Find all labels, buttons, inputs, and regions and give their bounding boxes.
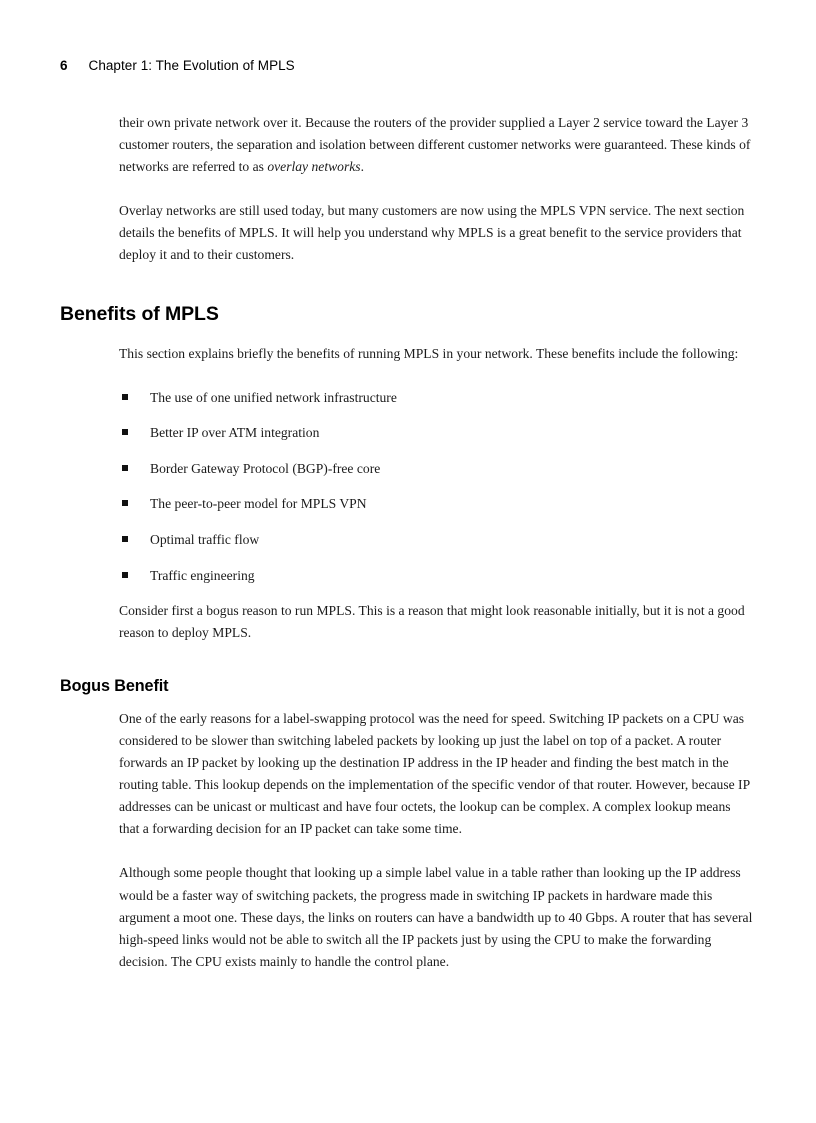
- paragraph-section-intro: This section explains briefly the benefits of running MPLS in your network. These benefits include the following:: [119, 345, 739, 361]
- list-item: [122, 565, 754, 587]
- list-item-label: The use of one unified network infrastructure: [150, 389, 397, 405]
- paragraph-bogus-reason-lead: Consider first a bogus reason to run MPLS. This is a reason that might look reasonable initially, but it is not a good reason to deploy MPLS.: [119, 602, 745, 640]
- list-item-label: Better IP over ATM integration: [150, 425, 320, 441]
- paragraph-overlay-networks-today: Overlay networks are still used today, but many customers are now using the MPLS VPN service. The next section details the benefits of MPLS. It will help you understand why MPLS is a great benefit to the service providers that deploy it and to their customers.: [119, 203, 745, 263]
- square-bullet-icon: [122, 465, 128, 471]
- square-bullet-icon: [122, 572, 128, 578]
- page-number: 6: [60, 58, 68, 73]
- paragraph-text-part1: their own private network over it. Because the routers of the provider supplied a Layer 2 service toward the Layer 3 customer routers, the separation and isolation between different customer networks were guaranteed. These kinds of networks are referred to as: [119, 115, 751, 175]
- section-heading-benefits-of-mpls: Benefits of MPLS: [60, 302, 219, 325]
- spacer: [60, 267, 754, 303]
- list-item: [122, 493, 754, 515]
- paragraph-label-swapping-speed: One of the early reasons for a label-swapping protocol was the need for speed. Switching IP packets on a CPU was considered to be slower than switching labeled packets by looking up just the label on top of a packet. A router forwards an IP packet by looking up the destination IP address in the IP header and finding the best match in the routing table. This lookup depends on the implementation of the specific vendor of that router. However, because IP addresses can be unicast or multicast and have four octets, the lookup can be complex. A complex lookup means that a forwarding decision for an IP packet can take some time.: [119, 710, 750, 837]
- benefits-bullet-list: [60, 387, 754, 587]
- list-item: [122, 422, 754, 444]
- paragraph-text-part2: .: [360, 159, 364, 175]
- spacer: [60, 326, 754, 343]
- list-item-label: Border Gateway Protocol (BGP)-free core: [150, 460, 381, 476]
- list-item-label: Optimal traffic flow: [150, 532, 260, 548]
- list-item: [122, 529, 754, 551]
- paragraph-continuation: [119, 112, 754, 178]
- square-bullet-icon: [122, 429, 128, 435]
- spacer: [60, 696, 754, 708]
- paragraph-hardware-switching: Although some people thought that looking up a simple label value in a table rather than looking up the IP address would be a faster way of switching packets, the progress made in switching IP packets in hardware made this argument a moot one. These days, the links on routers can have a bandwidth up to 40 Gbps. A router that has several high-speed links would not be able to switch all the IP packets just by using the CPU to make the forwarding decision. The CPU exists mainly to handle the control plane.: [119, 865, 753, 969]
- chapter-title: Chapter 1: The Evolution of MPLS: [88, 58, 295, 73]
- square-bullet-icon: [122, 500, 128, 506]
- square-bullet-icon: [122, 394, 128, 400]
- emphasis-overlay-networks: overlay networks: [267, 159, 361, 175]
- page-content: [60, 112, 754, 973]
- subsection-heading-bogus-benefit: Bogus Benefit: [60, 676, 169, 695]
- square-bullet-icon: [122, 536, 128, 542]
- list-item-label: The peer-to-peer model for MPLS VPN: [150, 496, 367, 512]
- list-item: [122, 387, 754, 409]
- list-item: [122, 458, 754, 480]
- running-head: [60, 58, 295, 73]
- list-item-label: Traffic engineering: [150, 567, 255, 583]
- spacer: [60, 644, 754, 677]
- spacer: [60, 587, 754, 600]
